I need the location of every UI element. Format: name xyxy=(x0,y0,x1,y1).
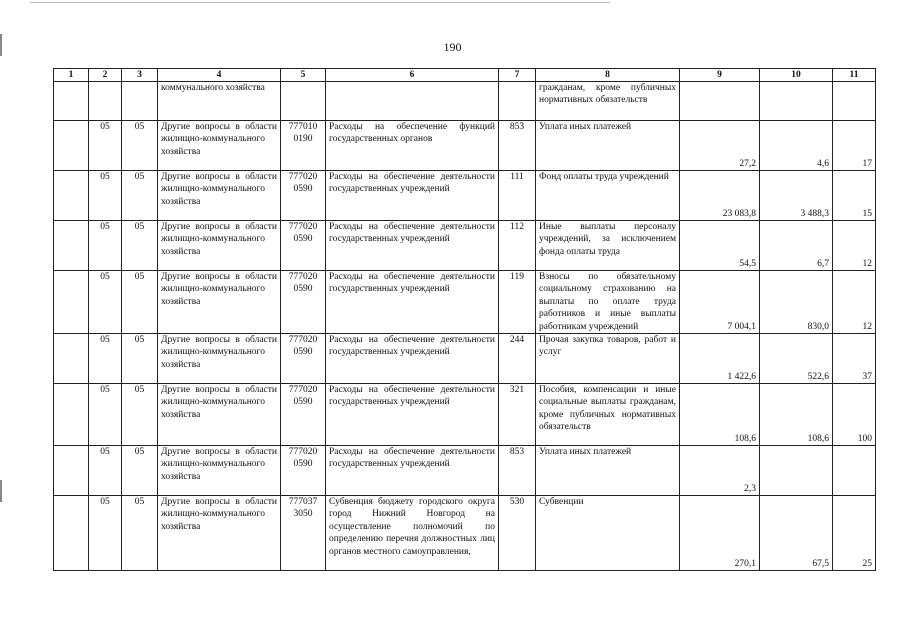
column-header: 5 xyxy=(281,69,326,82)
cell-executed-amount: 522,6 xyxy=(760,334,833,384)
cell-col1 xyxy=(54,171,89,221)
cell-col1 xyxy=(54,384,89,446)
cell-section-name: Другие вопросы в области жилищно-коммунального хозяйства xyxy=(158,121,281,171)
table-row xyxy=(54,171,876,221)
cell-execution-percent: 17 xyxy=(833,121,876,171)
cell-target-article: 777010 0190 xyxy=(281,121,326,171)
cell-section xyxy=(89,82,122,121)
cell-article-name: Расходы на обеспечение деятельности государственных учреждений xyxy=(326,171,499,221)
cell-execution-percent: 100 xyxy=(833,384,876,446)
cell-col1 xyxy=(54,121,89,171)
cell-subsection: 05 xyxy=(122,271,158,334)
cell-section-name: Другие вопросы в области жилищно-коммунального хозяйства xyxy=(158,221,281,271)
cell-expense-type-name: Субвенции xyxy=(536,496,680,571)
column-header: 9 xyxy=(680,69,760,82)
column-header: 10 xyxy=(760,69,833,82)
cell-target-article: 777037 3050 xyxy=(281,496,326,571)
table-row xyxy=(54,446,876,496)
cell-section: 05 xyxy=(89,271,122,334)
column-header: 8 xyxy=(536,69,680,82)
cell-section-name: Другие вопросы в области жилищно-коммунального хозяйства xyxy=(158,496,281,571)
cell-execution-percent: 12 xyxy=(833,271,876,334)
cell-planned-amount: 27,2 xyxy=(680,121,760,171)
cell-subsection: 05 xyxy=(122,171,158,221)
cell-target-article: 777020 0590 xyxy=(281,171,326,221)
cell-executed-amount xyxy=(760,446,833,496)
cell-section: 05 xyxy=(89,171,122,221)
table-row xyxy=(54,221,876,271)
cell-subsection: 05 xyxy=(122,334,158,384)
cell-target-article: 777020 0590 xyxy=(281,221,326,271)
cell-target-article: 777020 0590 xyxy=(281,271,326,334)
cell-subsection: 05 xyxy=(122,496,158,571)
budget-table xyxy=(53,68,876,571)
cell-executed-amount: 67,5 xyxy=(760,496,833,571)
cell-executed-amount: 108,6 xyxy=(760,384,833,446)
cell-col1 xyxy=(54,271,89,334)
cell-expense-type-name: Уплата иных платежей xyxy=(536,446,680,496)
cell-execution-percent: 15 xyxy=(833,171,876,221)
cell-subsection: 05 xyxy=(122,221,158,271)
cell-execution-percent xyxy=(833,82,876,121)
cell-expense-type-name: Взносы по обязательному социальному страхованию на выплаты по оплате труда работников и иные выплаты работникам учреждений xyxy=(536,271,680,334)
table-header-row xyxy=(54,69,876,82)
cell-subsection: 05 xyxy=(122,121,158,171)
cell-execution-percent: 12 xyxy=(833,221,876,271)
cell-executed-amount: 3 488,3 xyxy=(760,171,833,221)
column-header: 11 xyxy=(833,69,876,82)
cell-article-name xyxy=(326,82,499,121)
top-border-line xyxy=(30,2,610,3)
cell-subsection xyxy=(122,82,158,121)
table-row xyxy=(54,82,876,121)
cell-section-name: Другие вопросы в области жилищно-коммунального хозяйства xyxy=(158,334,281,384)
cell-expense-type: 530 xyxy=(499,496,536,571)
cell-execution-percent xyxy=(833,446,876,496)
cell-expense-type: 321 xyxy=(499,384,536,446)
cell-expense-type-name: Уплата иных платежей xyxy=(536,121,680,171)
table-row xyxy=(54,334,876,384)
cell-article-name: Расходы на обеспечение функций государственных органов xyxy=(326,121,499,171)
cell-col1 xyxy=(54,221,89,271)
cell-col1 xyxy=(54,446,89,496)
cell-target-article: 777020 0590 xyxy=(281,334,326,384)
cell-planned-amount: 54,5 xyxy=(680,221,760,271)
cell-expense-type: 244 xyxy=(499,334,536,384)
cell-expense-type xyxy=(499,82,536,121)
cell-planned-amount: 23 083,8 xyxy=(680,171,760,221)
cell-section: 05 xyxy=(89,496,122,571)
page-number: 190 xyxy=(443,40,462,54)
cell-subsection: 05 xyxy=(122,384,158,446)
cell-expense-type-name: гражданам, кроме публичных нормативных обязательств xyxy=(536,82,680,121)
cell-section: 05 xyxy=(89,446,122,496)
cell-col1 xyxy=(54,82,89,121)
column-header: 1 xyxy=(54,69,89,82)
cell-executed-amount: 4,6 xyxy=(760,121,833,171)
cell-section-name: Другие вопросы в области жилищно-коммунального хозяйства xyxy=(158,171,281,221)
cell-expense-type-name: Иные выплаты персоналу учреждений, за исключением фонда оплаты труда xyxy=(536,221,680,271)
cell-expense-type: 853 xyxy=(499,121,536,171)
cell-col1 xyxy=(54,496,89,571)
cell-planned-amount: 7 004,1 xyxy=(680,271,760,334)
cell-section-name: Другие вопросы в области жилищно-коммунального хозяйства xyxy=(158,446,281,496)
cell-article-name: Расходы на обеспечение деятельности государственных учреждений xyxy=(326,271,499,334)
cell-section-name: коммунального хозяйства xyxy=(158,82,281,121)
cell-execution-percent: 25 xyxy=(833,496,876,571)
cell-planned-amount: 270,1 xyxy=(680,496,760,571)
cell-section-name: Другие вопросы в области жилищно-коммунального хозяйства xyxy=(158,384,281,446)
table-row xyxy=(54,271,876,334)
column-header: 7 xyxy=(499,69,536,82)
table-row xyxy=(54,121,876,171)
cell-planned-amount xyxy=(680,82,760,121)
cell-article-name: Субвенция бюджету городского округа город Нижний Новгород на осуществление полномочий по определению перечня должностных лиц органов местного самоуправления, xyxy=(326,496,499,571)
column-header: 2 xyxy=(89,69,122,82)
table-row xyxy=(54,496,876,571)
column-header: 3 xyxy=(122,69,158,82)
column-header: 6 xyxy=(326,69,499,82)
left-edge-mark xyxy=(0,480,2,502)
cell-expense-type: 853 xyxy=(499,446,536,496)
cell-planned-amount: 2,3 xyxy=(680,446,760,496)
cell-section: 05 xyxy=(89,221,122,271)
cell-section: 05 xyxy=(89,121,122,171)
cell-expense-type: 111 xyxy=(499,171,536,221)
cell-expense-type-name: Прочая закупка товаров, работ и услуг xyxy=(536,334,680,384)
cell-article-name: Расходы на обеспечение деятельности государственных учреждений xyxy=(326,384,499,446)
table-row xyxy=(54,384,876,446)
cell-subsection: 05 xyxy=(122,446,158,496)
cell-expense-type-name: Пособия, компенсации и иные социальные выплаты гражданам, кроме публичных нормативных обязательств xyxy=(536,384,680,446)
cell-section: 05 xyxy=(89,334,122,384)
cell-executed-amount: 6,7 xyxy=(760,221,833,271)
cell-col1 xyxy=(54,334,89,384)
cell-execution-percent: 37 xyxy=(833,334,876,384)
cell-section-name: Другие вопросы в области жилищно-коммунального хозяйства xyxy=(158,271,281,334)
cell-expense-type: 112 xyxy=(499,221,536,271)
cell-article-name: Расходы на обеспечение деятельности государственных учреждений xyxy=(326,221,499,271)
cell-article-name: Расходы на обеспечение деятельности государственных учреждений xyxy=(326,446,499,496)
cell-executed-amount xyxy=(760,82,833,121)
column-header: 4 xyxy=(158,69,281,82)
cell-target-article: 777020 0590 xyxy=(281,384,326,446)
cell-target-article: 777020 0590 xyxy=(281,446,326,496)
cell-section: 05 xyxy=(89,384,122,446)
cell-executed-amount: 830,0 xyxy=(760,271,833,334)
cell-target-article xyxy=(281,82,326,121)
cell-expense-type-name: Фонд оплаты труда учреждений xyxy=(536,171,680,221)
cell-article-name: Расходы на обеспечение деятельности государственных учреждений xyxy=(326,334,499,384)
cell-expense-type: 119 xyxy=(499,271,536,334)
cell-planned-amount: 108,6 xyxy=(680,384,760,446)
cell-planned-amount: 1 422,6 xyxy=(680,334,760,384)
